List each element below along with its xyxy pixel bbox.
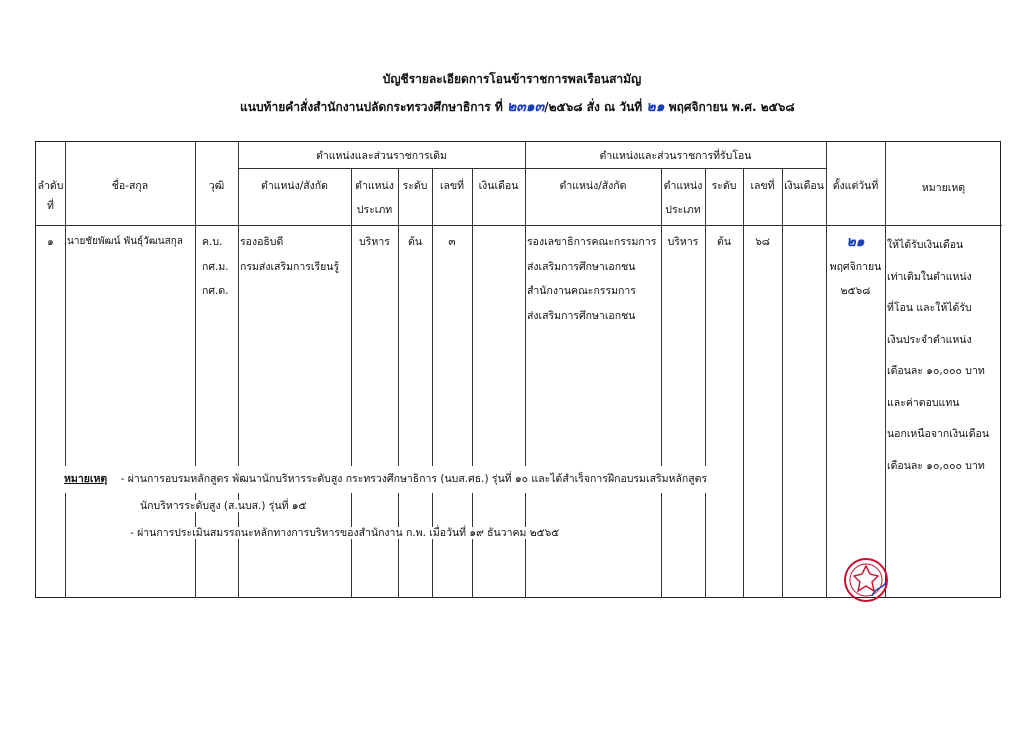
header-name: ชื่อ-สกุล: [111, 180, 149, 192]
since-day-handwritten: ๒๑: [846, 234, 865, 250]
note-label: หมายเหตุ: [64, 473, 108, 485]
row-old-level: ต้น: [408, 236, 422, 248]
header-new-position: ตำแหน่ง/สังกัด: [559, 180, 627, 192]
row-old-type: บริหาร: [359, 236, 390, 248]
document-title: บัญชีรายละเอียดการโอนข้าราชการพลเรือนสามัญ: [382, 72, 642, 86]
row-new-no: ๖๘: [755, 236, 770, 248]
row-seq: ๑: [47, 236, 54, 248]
note-line-3: - ผ่านการประเมินสมรรถนะหลักทางการบริหารของสำนักงาน ก.พ. เมื่อวันที่ ๑๙ ธันวาคม ๒๕๖๕: [130, 527, 560, 539]
row-new-level: ต้น: [717, 236, 731, 248]
header-new-group: ตำแหน่งและส่วนราชการที่รับโอน: [599, 150, 752, 162]
header-old-group: ตำแหน่งและส่วนราชการเดิม: [316, 150, 447, 162]
note-line-2: นักบริหารระดับสูง (ส.นบส.) รุ่นที่ ๑๕: [140, 500, 307, 512]
header-old-salary: เงินเดือน: [478, 180, 519, 192]
row-degrees: ค.บ. กศ.ม. กศ.ด.: [202, 236, 229, 297]
header-seq: ลำดับ ที่: [37, 180, 64, 212]
row-name: นายชัยพัฒน์ พันธุ์วัฒนสกุล: [67, 236, 183, 247]
header-old-level: ระดับ: [402, 180, 428, 192]
header-old-type: ตำแหน่ง ประเภท: [355, 180, 394, 216]
header-new-no: เลขที่: [750, 180, 775, 192]
subtitle-end: พฤศจิกายน พ.ศ. ๒๕๖๘: [668, 100, 795, 114]
header-new-type: ตำแหน่ง ประเภท: [663, 180, 703, 216]
header-old-position: ตำแหน่ง/สังกัด: [261, 180, 328, 192]
official-seal-icon: [842, 556, 890, 604]
subtitle-prefix: แนบท้ายคำสั่งสำนักงานปลัดกระทรวงศึกษาธิการ ที่: [240, 100, 503, 114]
note-line-1: - ผ่านการอบรมหลักสูตร พัฒนานักบริหารระดับสูง กระทรวงศึกษาธิการ (นบส.ศธ.) รุ่นที่ ๑๐ และได้สำเร็จการฝึกอบรมเสริมหลักสูตร: [120, 473, 708, 485]
note-block: [64, 466, 764, 547]
row-old-no: ๓: [448, 236, 456, 248]
subtitle-mid: /๒๕๖๘ สั่ง ณ วันที่: [544, 100, 643, 114]
header-degree: วุฒิ: [208, 180, 225, 192]
header-old-no: เลขที่: [439, 180, 465, 192]
row-new-type: บริหาร: [667, 236, 699, 248]
row-remark: ให้ได้รับเงินเดือน เท่าเดิมในตำแหน่ง ที่โอน และให้ได้รับ เงินประจำตำแหน่ง เดือนละ ๑๐,๐๐๐ บาท และค่าตอบแทน นอกเหนือจากเงินเดือน เดือนละ ๑๐,๐๐๐ บาท: [887, 239, 990, 472]
document-subtitle: [240, 96, 795, 118]
order-number-handwritten: ๒๓๑๓: [506, 99, 545, 115]
row-since: ๒๑ พฤศจิกายน ๒๕๖๘: [826, 230, 885, 304]
row-new-position: รองเลขาธิการคณะกรรมการ ส่งเสริมการศึกษาเอกชน สำนักงานคณะกรรมการ ส่งเสริมการศึกษาเอกชน: [527, 236, 657, 322]
order-day-handwritten: ๒๑: [646, 99, 665, 115]
header-new-salary: เงินเดือน: [784, 180, 824, 192]
header-remark: หมายเหตุ: [921, 182, 966, 194]
row-old-position: รองอธิบดี กรมส่งเสริมการเรียนรู้: [240, 236, 340, 273]
header-since: ตั้งแต่วันที่: [832, 180, 879, 192]
header-new-level: ระดับ: [711, 180, 737, 192]
